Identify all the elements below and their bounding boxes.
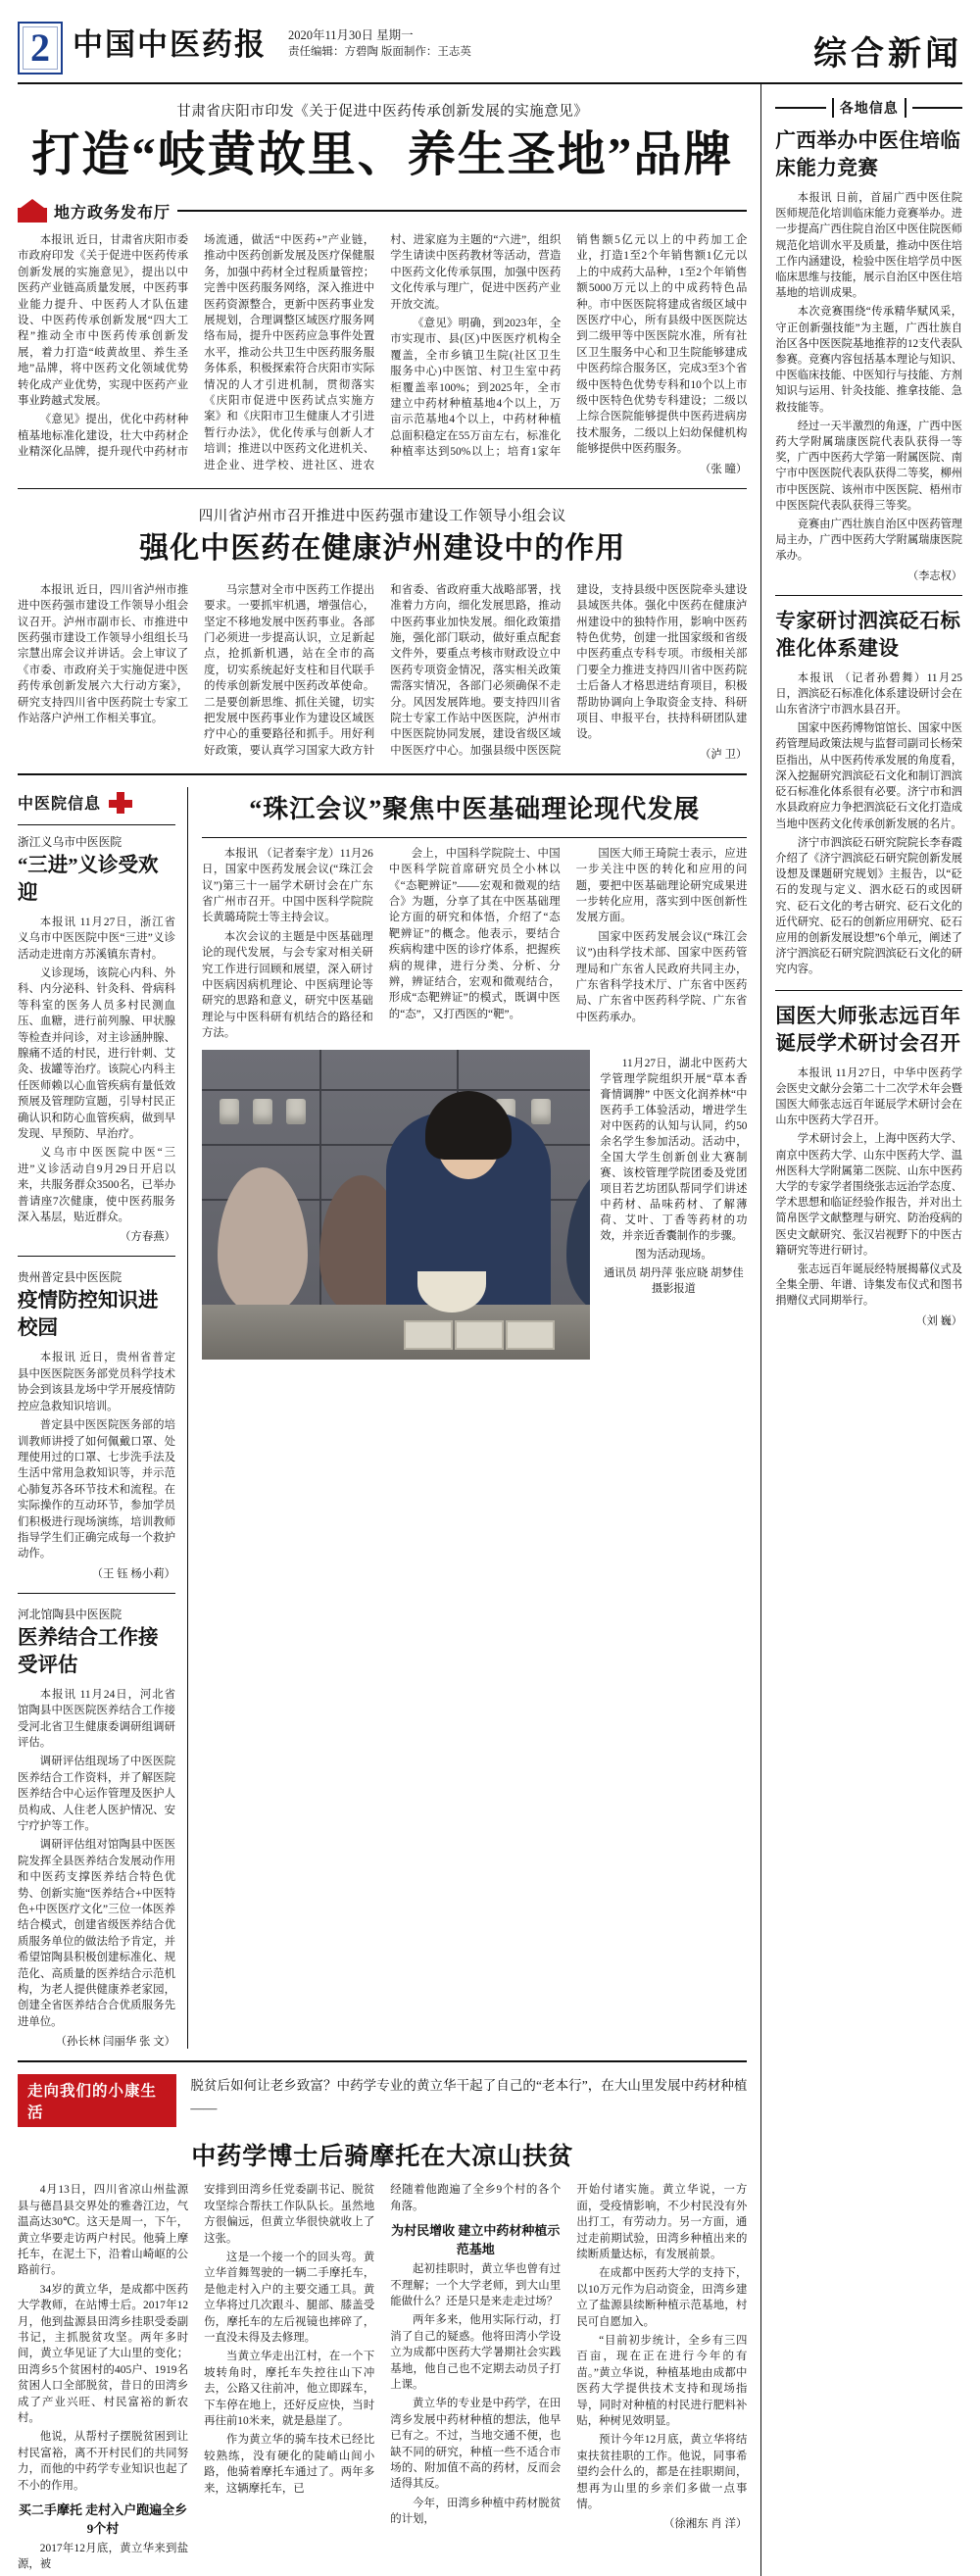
paragraph: 张志远百年诞辰经特展揭幕仪式及全集全册、年谱、诗集发布仪式和图书捐赠仪式同期举行。 (775, 1263, 962, 1308)
luzhou-headline: 强化中医药在健康泸州建设中的作用 (139, 531, 626, 565)
hospital-item (18, 1606, 175, 2050)
paragraph: 2017年12月底，黄立华来到盐源，被 (18, 2543, 189, 2571)
byline: （方春燕） (120, 1231, 175, 1244)
feature-subhead: 买二手摩托 走村入户跑遍全乡9个村 (18, 2502, 188, 2536)
gate-icon (18, 199, 47, 223)
issue-date: 2020年11月30日 星期一 (288, 28, 414, 42)
paragraph: 本报讯 11月24日，河北省馆陶县中医医院医养结合工作接受河北省卫生健康委调研组调研评估。 (18, 1688, 175, 1749)
flag-label: 中医院信息 (18, 796, 102, 814)
mid-zone (18, 787, 747, 2050)
paragraph: 本次竞赛围绕“传承精华赋风采，守正创新强技能”为主题，广西壮族自治区各中医医院基地推荐的12支代表队参赛。竞赛内容包括基本理论与知识、中医临床技能、中医知行与技能、方剂知识与运用、针灸技能、推拿技能、急救技能等。 (775, 306, 962, 414)
feature-column (18, 2182, 188, 2576)
section-title: 综合新闻 (813, 36, 962, 73)
paragraph: 这是一个接一个的回头弯。黄立华首舞驾驶的一辆二手摩托车，是他走村入户的主要交通工具。黄立华将过几次跟斗、腿部、膝盖受伤，摩托车的左后视镜也摔碎了，一直没未得及去修理。 (204, 2251, 375, 2344)
paragraph: 4月13日，四川省凉山州盐源县与德昌县交界处的雅砻江边，气温高达30℃。这天是周一，下午，黄立华要走访两户村民。他骑上摩托车，在泥土下，沿着山崎岖的公路前行。 (18, 2184, 189, 2277)
paragraph: 《意见》明确，到2023年，全市实现市、县(区)中医医疗机构全覆盖，全市乡镇卫生院(社区卫生服务中心)中医馆、村卫生室中药柜覆盖率100%；到2025年，全市建立中药材种植基地4个以上，万亩示范基地4个以上，中药材种植总面积稳定在55万亩左右，标准化种植率达到50%以上；培育1家年销售额5亿元以上的中药加工企业，打造1至2个年销售额1亿元以上的中成药大品种，1至2个年销售额5000万元以上的中成药特色品种。市中医医院将建成省级区域中医医疗中心，所有县级中医医院达到二级甲等中医医院水准，所有社区卫生服务中心和卫生院能够建成中医药综合服务区，完成3至3个省级中医特色优势专科和10个以上市级中医特色优势专科建设；二级以上综合医院能够提供中医药进病房技术服务，二级以上妇幼保健机构能够提供中医药服务。 (390, 234, 748, 459)
feature-columns (18, 2182, 747, 2576)
paragraph: “目前初步统计，全乡有三四百亩，现在正在进行今年的有苗。”黄立华说，种植基地由成都中医药大学提供技术支持和现场指导，同时对种植的村民进行肥料补贴，种树见效明显。 (576, 2334, 748, 2427)
photo-with-caption (202, 1050, 747, 1360)
paragraph: 本报讯 （记者孙碧舞）11月25日，泗滨砭石标准化体系建设研讨会在山东省济宁市泗水县召开。 (775, 671, 962, 717)
rail-headline: 国医大师张志远百年诞辰学术研讨会召开 (775, 1005, 961, 1055)
paragraph: 学术研讨会上，上海中医药大学、南京中医药大学、山东中医药大学、温州医科大学附属第二医院、山东中医药大学的专家学者围绕张志远治学态度、学术思想和临证经验作报告，并对出土简帛医学文献整理与研究、防治疫病的医史文献研究、张汉岩视野下的中医古籍研究等进行研讨。 (775, 1133, 962, 1257)
rail-headline: 广西举办中医住培临床能力竞赛 (775, 130, 961, 179)
paragraph: 本报讯 近日，甘肃省庆阳市委市政府印发《关于促进中医药传承创新发展的实施意见》，提出以中医药产业链高质量发展，中医药事业能力提升、中医药人才队伍建设、中医药传承创新发展“四大工程”推动全市中医药传承创新发展，着力打造“岐黄故里、养生圣地”品牌，将中医药文化领域优势转化成产业优势，实现中医药产业事业跨越式发展。 (18, 234, 189, 408)
divider (18, 1256, 175, 1257)
lead-story-text (18, 232, 747, 476)
page-number: 2 (18, 22, 63, 74)
paragraph: 本报讯 （记者秦宇龙）11月26日，国家中医药发展会议(“珠江会议”)第三十一届学术研讨会在广东省广州市召开。中国中医科学院院长黄璐琦院士等主持会议。 (202, 847, 373, 924)
divider (18, 773, 747, 775)
zhujiang-story (202, 787, 747, 2050)
item-source: 浙江义乌市中医医院 (18, 834, 122, 849)
main-content (18, 84, 760, 2576)
paragraph: 今年，田湾乡种植中药材脱贫的计划， (390, 2497, 562, 2526)
paragraph: 本报讯 近日，四川省泸州市推进中医药强市建设工作领导小组会议召开。泸州市副市长、市推进中医药强市建设工作领导小组组长马宗慧出席会议并讲话。会上审议了《市委、市政府关于实施促进中医药传承创新发展六大行动方案》，研究支持四川省中医药院士专家工作站落户泸州工作相关事宜。 (18, 583, 189, 724)
item-headline: “三进”义诊受欢迎 (18, 854, 159, 904)
paragraph: 安排到田湾乡任党委副书记、脱贫攻坚综合帮扶工作队队长。虽然地方很偏远，但黄立华很快就收上了这张。 (204, 2184, 375, 2245)
byline: （徐湘东 肖 洋） (663, 2518, 748, 2531)
byline: （李志权） (907, 570, 962, 582)
paragraph: 本报讯 11月27日，中华中医药学会医史文献分会第二十二次学术年会暨国医大师张志远百年诞辰学术研讨会在山东中医药大学召开。 (775, 1066, 962, 1127)
paragraph: 在成都中医药大学的支持下，以10万元作为启动资金，田湾乡建立了盐源县续断种植示范基地，村民可自愿加入。 (576, 2267, 748, 2328)
flag-rail (775, 98, 962, 118)
divider (775, 990, 962, 991)
paragraph: 竞赛由广西壮族自治区中医药管理局主办，广西中医药大学附属瑞康医院承办。 (775, 519, 962, 563)
item-headline: 医养结合工作接受评估 (18, 1626, 159, 1676)
paragraph: 义乌市中医医院中医“三进”义诊活动自9月29日开启以来，共服务群众3500名，已举办普请座7次健康，使中医药服务深入基层，贴近群众。 (18, 1147, 175, 1224)
paragraph: 济宁市泗滨砭石研究院院长李春霞介绍了《济宁泗滨砭石研究院创新发展设想及课题研究规划》主报告，以“砭石的发现与定义、泗水砭石的或因研究、砭石文化的考古研究、砭石文化的近代研究、砭石的创新应用研究、砭石应用的创新发展设想”6个单元，阐述了济宁泗滨砭石研究院泗滨砭石文化的研究内容。 (775, 836, 962, 976)
byline: （孙长林 闫丽华 张 文） (55, 2036, 175, 2049)
feature-column (390, 2182, 561, 2576)
rail-item (775, 127, 962, 583)
divider (202, 837, 747, 838)
rail-item (775, 1003, 962, 1328)
paragraph: 当黄立华走出江村，在一个下坡转角时，摩托车失控往山下冲去，公路又往前冲，他立即踩车，下车停在地上，还好反应快，当时再往前10米来，就是悬崖了。 (204, 2351, 375, 2427)
divider (18, 2060, 747, 2062)
paragraph: 普定县中医医院医务部的培训教师讲授了如何佩戴口罩、处理使用过的口罩、七步洗手法及生活中常用急救知识等，并示范心肺复苏各环节技术和流程。在实际操作的互动环节，参加学员们积极进行现场演练，培训教师指导学生们正确完成每一个救护动作。 (18, 1419, 175, 1560)
luzhou-text (18, 582, 747, 762)
hospital-item (18, 1268, 175, 1580)
divider (775, 595, 962, 596)
paragraph: 经过一天半激烈的角逐，广西中医药大学附属瑞康医院代表队获得一等奖，广西中医药大学第一附属医院、南宁市中医医院代表队获得二等奖，柳州市中医医院、该州市中医医院、梧州市中医医院代表队获得三等奖。 (775, 420, 962, 512)
rail-local-info (760, 84, 962, 2576)
paragraph: 义诊现场，该院心内科、外科、内分泌科、针灸科、骨病科等科室的医务人员多村民测血压、血糖，进行前列腺、甲状腺等检查并问诊，对主诊涵肿腺、腺痛不适的村民，进行针刺、艾灸、拔罐等治疗。该院心内科主任医师赖以心血管疾病有量低效预展及管理防宣题，引导村民正确认识和防心血管疾病，做到早发现、早预防、早治疗。 (18, 966, 175, 1141)
ribbon-label: 走向我们的小康生活 (18, 2074, 176, 2127)
rail-item (775, 608, 962, 978)
herb-tray (455, 1320, 504, 1350)
divider (775, 107, 825, 109)
feature-intro: 脱贫后如何让老乡致富？中药学专业的黄立华干起了自己的“老本行”，在大山里发展中药材种植—— (190, 2078, 748, 2116)
zhujiang-headline: “珠江会议”聚焦中医基础理论现代发展 (249, 794, 701, 823)
item-source: 河北馆陶县中医医院 (18, 1607, 122, 1621)
flag-local-affairs (18, 199, 747, 223)
issue-info (288, 22, 471, 61)
paragraph: 起初挂职时，黄立华也曾有过不理解；一个大学老师，到大山里能做什么？还是只是来走走过场？ (390, 2263, 562, 2307)
paragraph: 他说，从帮村子摆脱贫困到让村民富裕，离不开村民们的共同努力，而他的中药学专业知识也起了不小的作用。 (18, 2431, 189, 2492)
paragraph: 调研评估组现场了中医医院医养结合工作资料，并了解医院医养结合中心运作管理及医护人员构成、人住老人医护情况、安宁疗护等工作。 (18, 1756, 175, 1832)
herb-tray (506, 1320, 555, 1350)
byline: （泸 卫） (699, 748, 748, 761)
divider (18, 1593, 175, 1594)
herb-tray (404, 1320, 453, 1350)
caption-text: 11月27日，湖北中医药大学管理学院组织开展“草本香膏情调脾” 中医文化润养林“中医药手工体验活动，增进学生对中医药的认知与认同，约50余名学生参加活动。活动中，全国大学生创新创业大赛制赛、该校管理学院团委及党团项目若艺坊团队帮同学们讲述中药材、品味药材、了解薄荷、艾叶、丁香等药材的功效，并亲近香囊制作的步骤。 (600, 1057, 748, 1242)
paragraph: 34岁的黄立华，是成都中医药大学教师，在站博士后。2017年12月，他到盐源县田湾乡挂职受委副书记，主抓脱贫攻坚。两年多时间，黄立华见证了大山里的变化；田湾乡5个贫困村的405户、1919名贫困人口全部脱贫，昔日的田湾乡成了产业兴旺、村民富裕的新农村。 (18, 2283, 189, 2424)
item-headline: 疫情防控知识进校园 (18, 1290, 159, 1340)
editor-line: 责任编辑：方碧陶 版面制作：王志英 (288, 46, 471, 58)
paragraph: 经随着他跑遍了全乡9个村的各个角落。 (390, 2184, 562, 2212)
paragraph: 国家中医药发展会议(“珠江会议”)由科学技术部、国家中医药管理局和广东省人民政府共同主办，广东省科学技术厅、广东省中医药局、广东省中医药科学院、广东省中医药承办。 (575, 930, 748, 1023)
paper-name: 中国中医药报 (73, 27, 267, 62)
masthead (18, 0, 962, 84)
photo-tcm-activity (202, 1050, 590, 1360)
feature-headline: 中药学博士后骑摩托在大凉山扶贫 (191, 2144, 574, 2171)
paragraph: 预计今年12月底，黄立华将结束扶贫挂职的工作。他说，同事希望约会什么的，都是在挂职期间，想再为山里的乡亲们多做一点事情。 (576, 2434, 748, 2510)
flag-label: 各地信息 (832, 98, 906, 118)
divider (912, 107, 962, 109)
paragraph: 《意见》提出，优化中药材种植基地标准化建设，壮大中药材企业精深化品牌，提升现代中药材市场流通，做活“中医药+”产业链，推动中医药创新发展及医疗保健服务，加强中药材全过程质量管控；完善中医药服务网络，深入推进中医药资源整合，更新中医药事业发展规划，合理调整区域医疗服务网络布局，提升中医药应急事件处置水平，推动公共卫生中医药服务服务体系，积极探索符合庆阳市实际情况的人才引进机制，贯彻落实《庆阳市促进中医药试点实施方案》和《庆阳市卫生健康人才引进暂行办法》，优化传承与创新人才培训；推进以中医药文化进机关、进企业、进学校、进社区、进农村、进家庭为主题的“六进”，组织学生请读中医药教材等活动，营造中医药文化传承氛围，加强中医药文化传承与理广，促进中医药产业开放交流。 (18, 234, 562, 471)
paragraph: 调研评估组对馆陶县中医医院发挥全县医养结合发展动作用和中医药支撑医养结合特色优势、创新实施“医养结合+中医特色+中医医疗文化”三位一体医养结合模式，创建省级医养结合优质服务单位的做法给予肯定，并希望馆陶县积极创建标准化、规范化、高质量的医养结合示范机构，为老人提供健康养老家园，创建全省医养结合合优质服务先进单位。 (18, 1839, 175, 2028)
feature-story (18, 2074, 747, 2576)
feature-column (204, 2182, 374, 2576)
paragraph: 两年多来，他用实际行动，打消了自己的疑惑。他将田湾小学设立为成都中医药大学暑期社会实践基地，他自己也不定期去动员子打上课。 (390, 2314, 562, 2391)
flag-label: 地方政务发布厅 (54, 204, 172, 222)
feature-column (576, 2182, 747, 2576)
byline: （张 瞳） (699, 463, 748, 475)
caption-credit-names: 通讯员 胡丹萍 张应晓 胡梦佳摄影报道 (604, 1266, 744, 1295)
medical-cross-icon (108, 791, 133, 815)
divider (177, 210, 747, 212)
paragraph: 国家中医药博物馆馆长、国家中医药管理局政策法规与监督司副司长杨荣臣指出，从中医药传承发展的角度看，深入挖掘研究泗滨砭石文化和制订泗滨砭石标准化体系很有必要。济宁市和泗水县政府应力争把泗滨砭石文化打造成当地中医药文化传承创新发展的名片。 (775, 722, 962, 830)
paragraph: 马宗慧对全市中医药工作提出要求。一要抓牢机遇，增强信心，坚定不移地发展中医药事业。各部门必须进一步提高认识，立足新起点，抢抓新机遇，站在全市的高度，切实系统起好支柱和目代联手的传承创新发展中医药改革使命。二是要创新思维、抓住关键，切实把发展中医药事业作为建设区域医疗中心的重要路径和抓手。用好利好政策，要认真学习国家大政方针和省委、省政府重大战略部署，找准着力方向，细化发展思路，推动中医药事业加快发展。细化政策措施，强化部门联动，做好重点配套文件外，要重点考核市财政设立中医药专项资金情况，落实相关政策需落实情况，各部门必须确保不走分。风因发展阵地。要支持四川省院士专家工作站中医医院，泸州市中医医院协同发展，建设省级区域中医医疗中心。加强县级中医医院建设，支持县级中医医院牵头建设县域医共体。强化中医药在健康泸州建设中的独特作用，影响中医药特色优势，创建一批国家级和省级中医药重点专科专项。市级相关部门要全力推进支持四川省中医药院士后备人才格思进结育项目，积极帮助协调向上争取资金支持、科研项目、申报平台，扶持科研团队建设。 (204, 583, 748, 757)
paragraph: 本报讯 11月27日，浙江省义乌市中医医院中医“三进”义诊活动走进南方苏溪镇东青村。 (18, 916, 175, 961)
feature-subhead: 为村民增收 建立中药材种植示范基地 (391, 2223, 561, 2257)
divider (18, 824, 175, 825)
rail-headline: 专家研讨泗滨砭石标准化体系建设 (775, 610, 961, 660)
luzhou-kicker: 四川省泸州市召开推进中医药强市建设工作领导小组会议 (198, 508, 566, 524)
paragraph: 作为黄立华的骑车技术已经比较熟练，没有硬化的陡峭山间小路，他骑着摩托车通过了。两年多来，这辆摩托车，已 (204, 2434, 375, 2495)
hospital-info-column (18, 787, 188, 2050)
paragraph: 国医大师王琦院士表示，应进一步关注中医的转化和应用的问题，要把中医基础理论研究成果进一步转化应用，落实到中医创新性发展方面。 (575, 847, 748, 924)
hospital-item (18, 833, 175, 1245)
lead-headline: 打造“岐黄故里、养生圣地”品牌 (31, 127, 734, 181)
photo-caption (600, 1050, 747, 1360)
lead-kicker: 甘肃省庆阳市印发《关于促进中医药传承创新发展的实施意见》 (176, 104, 589, 120)
page-body (18, 84, 962, 2576)
paragraph: 开始付诸实施。黄立华说，一方面，受疫情影响，不少村民没有外出打工，有劳动力。另一方面，通过走前期试验，田湾乡种植出来的续断质量达标，有发展前景。 (576, 2184, 748, 2260)
paragraph: 本报讯 日前，首届广西中医住院医师规范化培训临床能力竞赛举办。进一步提高广西住院自治区中医住院医师规范化培训水平及质量，推动中医住培工作内涵建设，检验中医住培学员中医临床思维与技能，展示自治区中医住培基地的培训成果。 (775, 192, 962, 300)
zhujiang-text (202, 846, 747, 1042)
feature-intro-row (18, 2074, 747, 2127)
paragraph: 黄立华的专业是中药学，在田湾乡发展中药材种植的想法，他早已有之。不过，当地交通不便，也缺不同的研究，种植一些不适合市场的、附加值不高的药材，反而会适得其反。 (390, 2398, 562, 2491)
byline: （王 钰 杨小莉） (91, 1567, 175, 1580)
paragraph: 会上，中国科学院院士、中国中医科学院首席研究员仝小林以《“态靶辨证”——宏观和微观的结合》为题，分享了其在中医基础理论方面的研究和体悟，介绍了“态靶辨证”的概念。他表示，要结合疾病构建中医的诊疗体系，把握疾病的规律，进行分类、分析、分辨，辨证结合，宏观和微观结合，形成“态靶辨证”的模式，既调中医的“态”，又打西医的“靶”。 (388, 847, 561, 1020)
divider (18, 488, 747, 489)
paragraph: 本报讯 近日，贵州省普定县中医医院医务部党员科学技术协会到该县龙场中学开展疫情防控应急救知识培训。 (18, 1352, 175, 1412)
flag-hospital-info (18, 791, 175, 815)
item-source: 贵州普定县中医医院 (18, 1270, 122, 1285)
caption-credit: 图为活动现场。 (635, 1248, 712, 1261)
byline: （刘 巍） (915, 1314, 962, 1327)
paragraph: 本次会议的主题是中医基础理论的现代发展，与会专家对相关研究工作进行回顾和展望，深入研讨中医病因病机理论、中医病理论等研究的思路和意义，研究中医基础理论与中医科研有机结合的路径和方法。 (202, 930, 373, 1040)
